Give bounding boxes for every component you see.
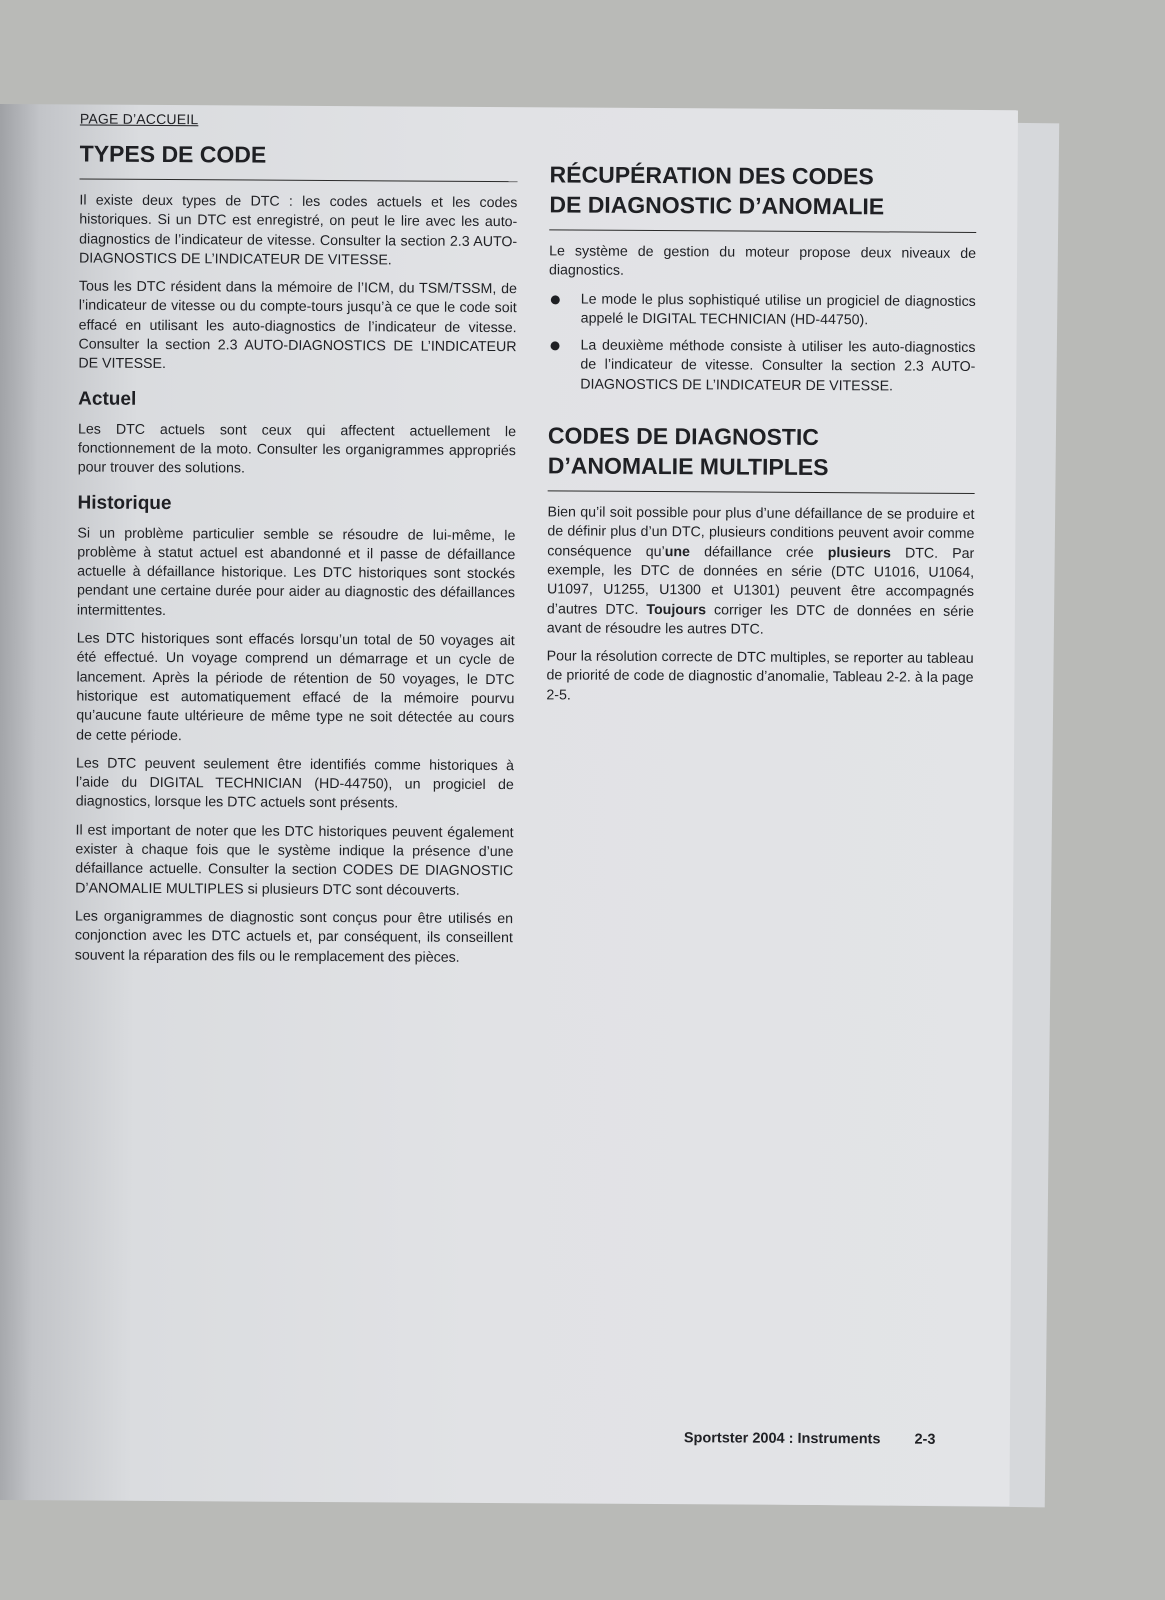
title-line: CODES DE DIAGNOSTIC [547,422,819,451]
title-line: D’ANOMALIE MULTIPLES [547,452,829,481]
text-run: défaillance crée [689,543,828,561]
list-item [548,337,975,397]
list-item [549,290,976,331]
paragraph: Tous les DTC résident dans la mémoire de l’ICM, du TSM/TSSM, de l’indicateur de vitesse ou du compte-tours jusqu’à ce que le code soit effacé en utilisant les auto-diagnostics de l’indicateur de vitesse. Consulter la section 2.3 AUTO-DIAGNOSTICS DE L’INDICATEUR DE VITESSE. [78,278,517,373]
section-title-recuperation [549,159,976,233]
paragraph [547,503,975,641]
section-title-codes-multiples [548,420,975,494]
page-footer [684,1430,936,1448]
paragraph: Il est important de noter que les DTC historiques peuvent également exister à chaque fois que le système indique la présence d’une défaillance actuelle. Consulter la section CODES DE DIAGNOSTIC D’ANOMALIE MULTIPLES si plusieurs DTC sont découverts. [75,822,514,899]
title-line: DE DIAGNOSTIC D’ANOMALIE [549,191,885,220]
bold-text: une [664,543,691,560]
paragraph: Le système de gestion du moteur propose deux niveaux de diagnostics. [548,243,977,280]
subheading-historique: Historique [77,492,172,514]
manual-page [0,104,1018,1506]
right-column [546,107,977,704]
paragraph: Il existe deux types de DTC : les codes actuels et les codes historiques. Si un DTC est enregistré, on peut le lire avec les auto-diagnostics de l’indicateur de vitesse. Consulter la section 2.3 AUTO-DIAGNOSTICS DE L’INDICATEUR DE VITESSE. [79,192,518,269]
title-line: RÉCUPÉRATION DES CODES [549,161,874,190]
paragraph: Pour la résolution correcte de DTC multiples, se reporter au tableau de priorité de code de diagnostic d’anomalie, Tableau 2-2. à la page 2-5. [546,648,974,704]
subheading-actuel: Actuel [78,388,137,410]
text-run: Bien qu’il soit possible pour plus d’une défaillance de se produire et de définir plus d’un DTC, plusieurs conditions peuvent avoir comme conséquence qu’ [547,504,975,560]
bullet-icon [551,342,560,351]
paragraph: Si un problème particulier semble se résoudre de lui-même, le problème à statut actuel est abandonné et il passe de défaillance actuelle à défaillance historique. Les DTC historiques sont stockés pendant une certaine durée pour aider au diagnostic des défaillances intermittentes. [76,525,516,619]
list-item-text: La deuxième méthode consiste à utiliser les auto-diagnostics de l’indicateur de vitesse. Consulter la section 2.3 AUTO-DIAGNOSTICS DE L’INDICATEUR DE VITESSE. [580,337,976,395]
bullet-list [548,290,976,397]
paragraph: Les DTC actuels sont ceux qui affectent actuellement le fonctionnement de la moto. Consulter les organigrammes appropriés pour trouver des solutions. [77,421,517,477]
breadcrumb[interactable]: PAGE D’ACCUEIL [79,110,199,128]
paragraph: Les DTC historiques sont effacés lorsqu’un total de 50 voyages ait été effectué. Un voyage comprend un démarrage et un cycle de lancement. Après la période de rétention de 50 voyages, le DTC historique est automatiquement effacé de la mémoire pourvu qu’aucune faute ultérieure de même type ne soit détectée au cours de cette période. [76,630,515,744]
list-item-text: Le mode le plus sophistiqué utilise un progiciel de diagnostics appelé le DIGITAL TECHNICIAN (HD-44750). [580,291,976,329]
bullet-icon [551,295,560,304]
bold-text: Toujours [646,601,707,618]
paragraph: Les DTC peuvent seulement être identifiés comme historiques à l’aide du DIGITAL TECHNICIAN (HD-44750), un progiciel de diagnostics, lorsque les DTC actuels sont présents. [75,755,515,812]
footer-title: Sportster 2004 : Instruments [683,1430,881,1448]
text-run: corriger les DTC de données en série avant de résoudre les autres DTC. [546,601,974,638]
bold-text: plusieurs [827,544,891,562]
page-number: 2-3 [914,1431,936,1448]
section-title-types-de-code: TYPES DE CODE [80,138,518,182]
text-run: DTC. Par exemple, les DTC de données en série (DTC U1016, U1064, U1097, U1255, U1300 et U1301) peuvent être accompagnés d’autres DTC. [546,545,975,618]
paragraph: Les organigrammes de diagnostic sont conçus pour être utilisés en conjonction avec les DTC actuels et, par conséquent, ils conseillent souvent la réparation des fils ou le remplacement des pièces. [74,908,514,966]
